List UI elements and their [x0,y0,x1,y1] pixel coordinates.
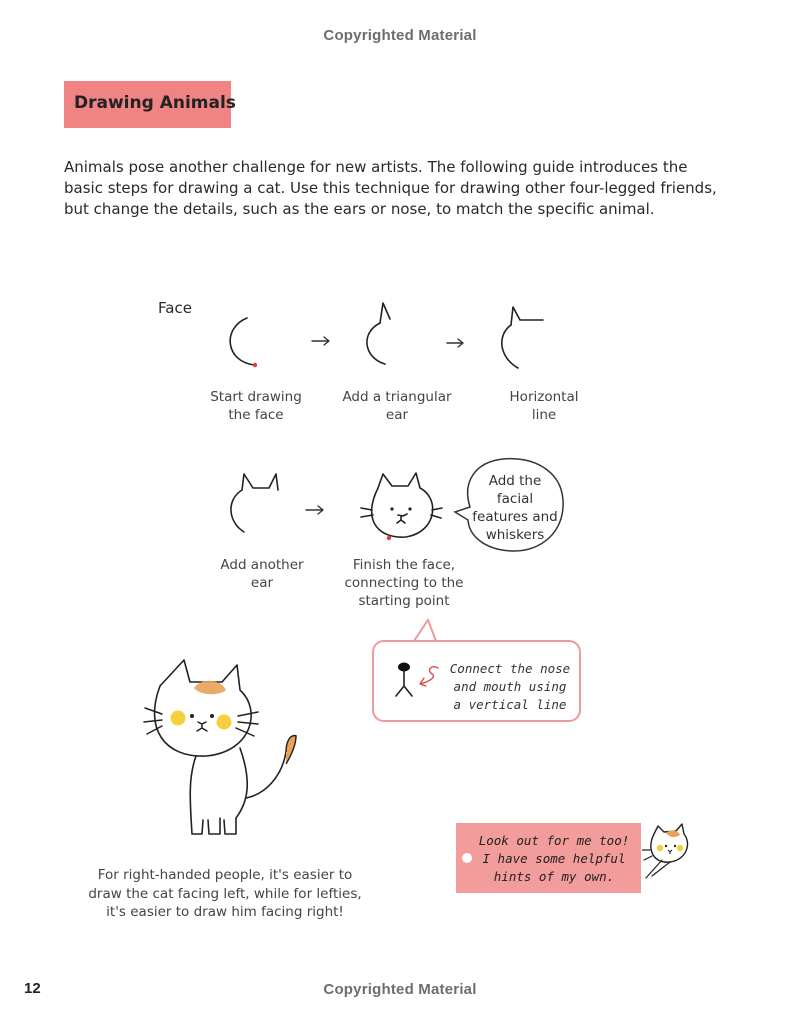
footer-watermark: Copyrighted Material [323,981,477,998]
step-4-caption: Add another ear [220,557,304,591]
peeking-cat-icon [642,820,692,880]
step-3-drawing [502,307,543,368]
step-2-caption: Add a triangular ear [342,389,452,423]
step-1-caption: Start drawing the face [210,389,302,423]
page-number: 12 [24,980,41,997]
full-cat-illustration [140,652,310,842]
header-watermark: Copyrighted Material [323,27,477,44]
step-1-drawing [230,318,257,367]
step-4-drawing [231,474,278,532]
tip-box-pointer [414,620,436,641]
step-2-drawing [367,303,390,364]
step-5-caption: Finish the face, connecting to the starting point [344,557,464,609]
hint-note-text: Look out for me too! I have some helpful hints of my own. [478,833,630,884]
full-cat-caption: For right-handed people, it's easier to draw the cat facing left, while for lefties, it's easier to draw him facing right! [88,867,362,920]
face-heading: Face [158,299,192,317]
hint-note [456,823,641,893]
intro-paragraph: Animals pose another challenge for new artists. The following guide introduces the basic steps for drawing a cat. Use this technique for drawing other four-legged friends, but change the details, such as the ears or nose, to match the specific animal. [64,158,717,218]
step-5-drawing [361,473,442,540]
arrow-3-icon [306,506,323,514]
section-title: Drawing Animals [74,93,236,113]
speech-bubble-text: Add the facial features and whiskers [472,473,558,543]
nose-tip-text: Connect the nose and mouth using a vertical line [449,661,571,712]
arrow-1-icon [312,337,329,345]
nose-mouth-icon [390,656,440,702]
hint-note-pin-icon [462,853,472,863]
arrow-2-icon [447,339,463,347]
step-3-caption: Horizontal line [509,389,579,423]
